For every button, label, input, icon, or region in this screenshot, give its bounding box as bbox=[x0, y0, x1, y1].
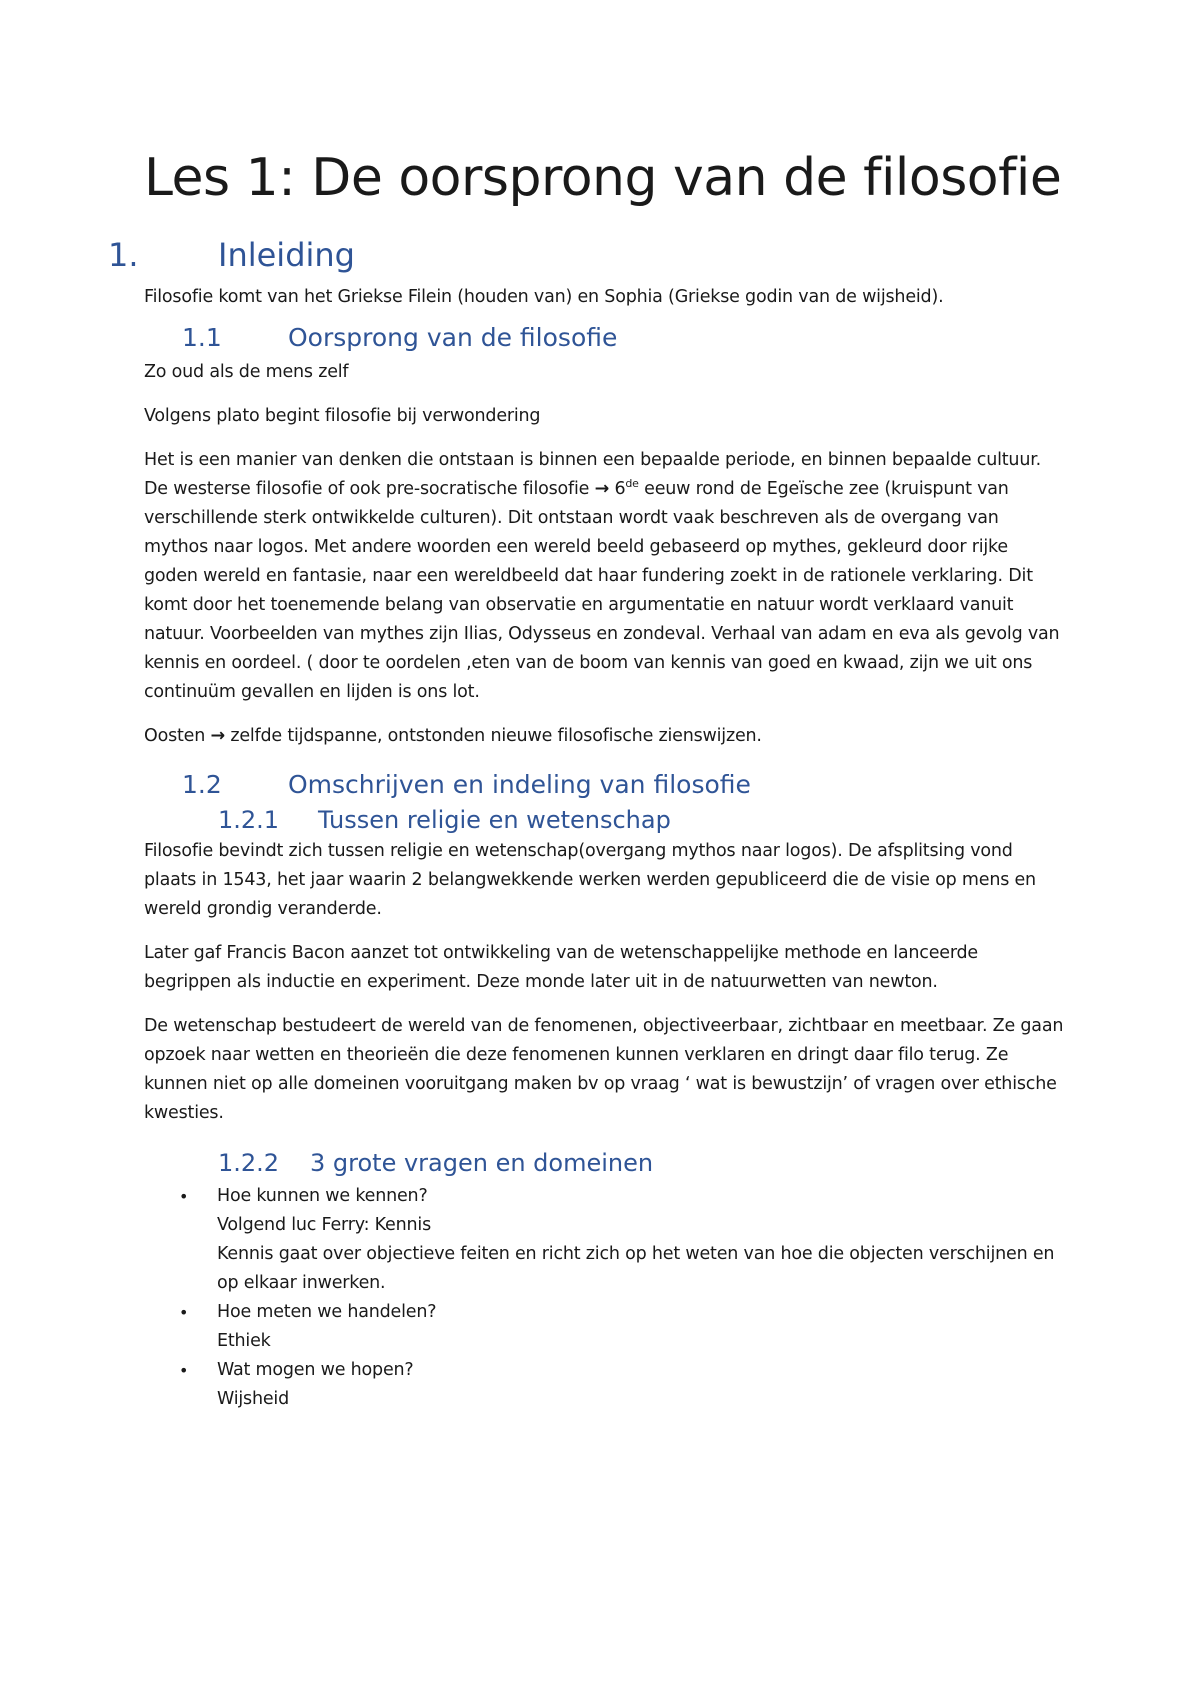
heading-inleiding bbox=[108, 235, 1064, 275]
bullet-icon: • bbox=[179, 1187, 189, 1206]
heading-number: 1.2.1 bbox=[218, 806, 280, 834]
paragraph-oorsprong-3: Het is een manier van denken die ontstaan is binnen een bepaalde periode, en binnen bepaalde cultuur. bbox=[144, 450, 1041, 470]
question-line: Hoe kunnen we kennen? bbox=[217, 1186, 428, 1206]
list-item bbox=[179, 1182, 1064, 1298]
heading-number: 1. bbox=[108, 236, 139, 274]
question-line: Hoe meten we handelen? bbox=[217, 1302, 437, 1322]
text-segment: Oosten bbox=[144, 726, 206, 746]
heading-text: Oorsprong van de filosofie bbox=[288, 323, 618, 352]
heading-vragen bbox=[218, 1148, 1064, 1178]
description-line: Kennis gaat over objectieve feiten en richt zich op het weten van hoe die objecten verschijnen en op elkaar inwerken. bbox=[217, 1244, 1055, 1293]
ordinal-number: 6 bbox=[614, 479, 626, 499]
paragraph-oorsprong-2: Volgens plato begint filosofie bij verwondering bbox=[144, 406, 541, 426]
text-segment: eeuw rond de Egeïsche zee (kruispunt van verschillende sterk ontwikkelde culturen). Dit ontstaan wordt vaak beschreven als de overgang van mythos naar logos. Met andere woorden een wereld beeld gebaseerd op mythes, gekleurd door rijke goden wereld en fantasie, naar een wereldbeeld dat haar fundering zoekt in de rationele verklaring. Dit komt door het toenemende belang van observatie en argumentatie en natuur wordt verklaard vanuit natuur. Voorbeelden van mythes zijn Ilias, Odysseus en zondeval. Verhaal van adam en eva als gevolg van kennis en oordeel. ( door te oordelen ,eten van de boom van kennis van goed en kwaad, zijn we uit ons continuüm gevallen en lijden is ons lot. bbox=[144, 479, 1060, 702]
heading-number: 1.2 bbox=[182, 770, 222, 799]
paragraph-religie-1: Filosofie bevindt zich tussen religie en wetenschap(overgang mythos naar logos). De afsplitsing vond plaats in 1543, het jaar waarin 2 belangwekkende werken werden gepubliceerd die de visie op mens en wereld grondig veranderde. bbox=[144, 841, 1036, 919]
paragraph-religie-2: Later gaf Francis Bacon aanzet tot ontwikkeling van de wetenschappelijke methode en lanceerde begrippen als inductie en experiment. Deze monde later uit in de natuurwetten van newton. bbox=[144, 943, 978, 992]
list-item bbox=[179, 1356, 1064, 1414]
heading-text: Tussen religie en wetenschap bbox=[318, 806, 671, 834]
document-title: Les 1: De oorsprong van de filosofie bbox=[144, 148, 1062, 208]
heading-omschrijven bbox=[182, 769, 1064, 801]
question-line: Wat mogen we hopen? bbox=[217, 1360, 414, 1380]
bullet-icon: • bbox=[179, 1303, 189, 1322]
answer-line: Ethiek bbox=[217, 1331, 271, 1351]
paragraph-religie-3: De wetenschap bestudeert de wereld van de fenomenen, objectiveerbaar, zichtbaar en meetbaar. Ze gaan opzoek naar wetten en theorieën die deze fenomenen kunnen verklaren en dringt daar filo terug. Ze kunnen niet op alle domeinen vooruitgang maken bv op vraag ‘ wat is bewustzijn’ of vragen over ethische kwesties. bbox=[144, 1016, 1064, 1123]
heading-number: 1.2.2 bbox=[218, 1149, 280, 1177]
heading-text: Inleiding bbox=[218, 236, 355, 274]
questions-list bbox=[144, 1182, 1064, 1414]
paragraph-oorsprong-4 bbox=[144, 475, 1064, 707]
text-segment: De westerse filosofie of ook pre-socratische filosofie bbox=[144, 479, 590, 499]
paragraph-inleiding: Filosofie komt van het Griekse Filein (houden van) en Sophia (Griekse godin van de wijsheid). bbox=[144, 287, 944, 307]
answer-line: Wijsheid bbox=[217, 1389, 289, 1409]
list-item bbox=[179, 1298, 1064, 1356]
heading-text: Omschrijven en indeling van filosofie bbox=[288, 770, 751, 799]
answer-line: Volgend luc Ferry: Kennis bbox=[217, 1215, 431, 1235]
heading-text: 3 grote vragen en domeinen bbox=[310, 1149, 654, 1177]
heading-oorsprong bbox=[182, 322, 1064, 354]
arrow-right-icon: → bbox=[210, 726, 225, 746]
heading-number: 1.1 bbox=[182, 323, 222, 352]
paragraph-oorsprong-5 bbox=[144, 722, 1064, 751]
bullet-icon: • bbox=[179, 1361, 189, 1380]
text-segment: zelfde tijdspanne, ontstonden nieuwe filosofische zienswijzen. bbox=[230, 726, 762, 746]
heading-religie bbox=[218, 805, 1064, 835]
document-page bbox=[108, 146, 1064, 1414]
paragraph-oorsprong-1: Zo oud als de mens zelf bbox=[144, 362, 349, 382]
arrow-right-icon: → bbox=[594, 479, 610, 499]
ordinal-suffix: de bbox=[625, 477, 639, 491]
